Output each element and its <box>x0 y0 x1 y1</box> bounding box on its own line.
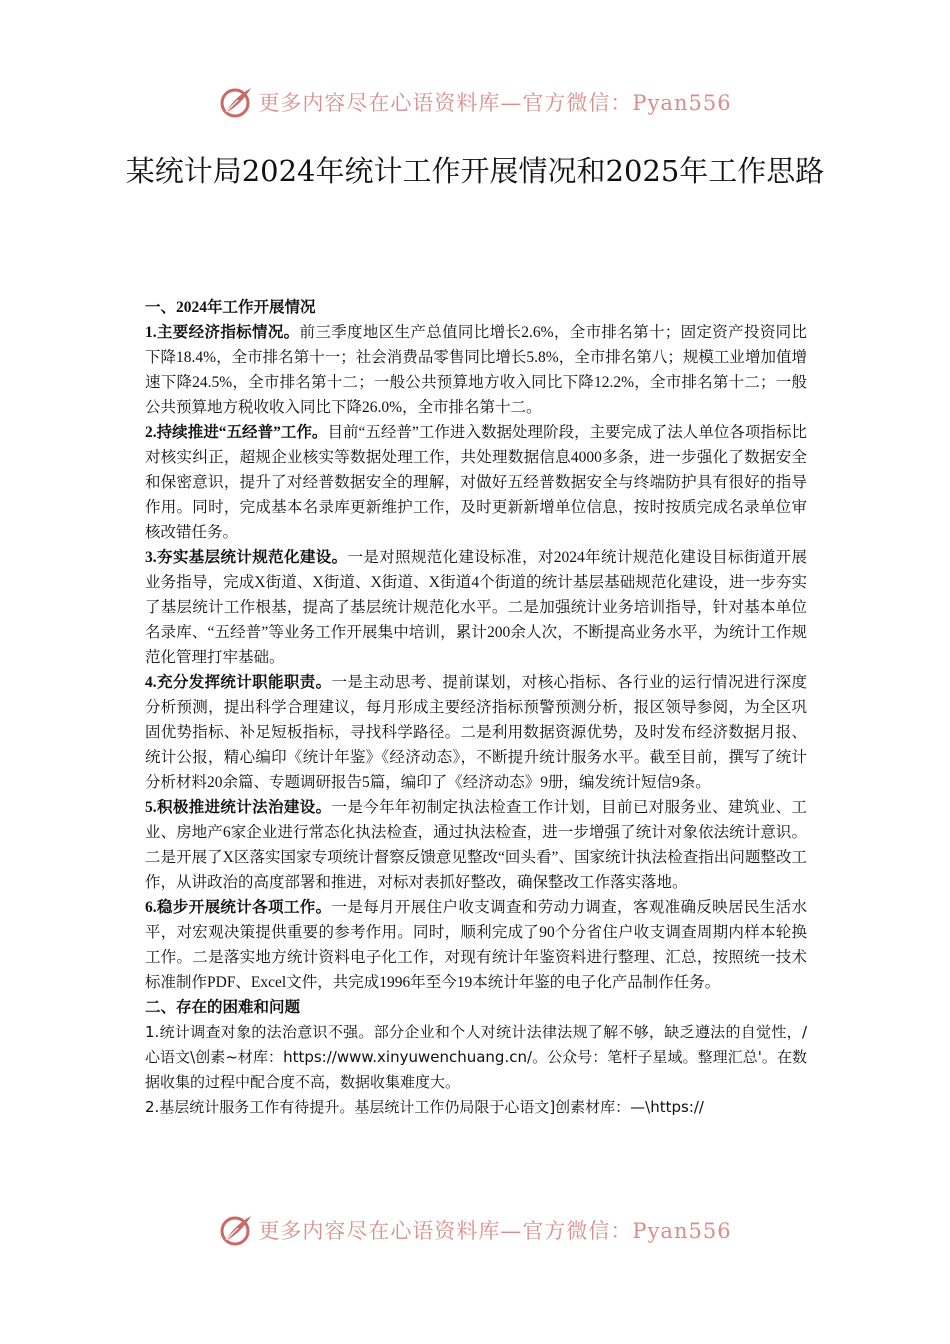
item-3-text: 一是对照规范化建设标准，对2024年统计规范化建设目标街道开展业务指导，完成X街道、X街道、X街道、X街道4个街道的统计基层基础规范化建设，进一步夯实了基层统计工作根基，提高了基层统计规范化水平。二是加强统计业务培训指导，针对基本单位名录库、“五经普”等业务工作开展集中培训，累计200余人次，不断提高业务水平，为统计工作规范化管理打牢基础。 <box>145 549 807 666</box>
item-3-lead: 3.夯实基层统计规范化建设。 <box>145 549 348 566</box>
section-1-heading: 一、2024年工作开展情况 <box>145 299 316 316</box>
feather-pen-logo-icon <box>218 1212 254 1248</box>
item-4-lead: 4.充分发挥统计职能职责。 <box>145 674 332 691</box>
document-body <box>145 295 807 1120</box>
item-4-text: 一是主动思考、提前谋划，对核心指标、各行业的运行情况进行深度分析预测，提出科学合理建议，每月形成主要经济指标预警预测分析，报区领导参阅，为全区巩固优势指标、补足短板指标，寻找科学路径。二是利用数据资源优势，及时发布经济数据月报、统计公报，精心编印《统计年鉴》《经济动态》，不断提升统计服务水平。截至目前，撰写了统计分析材料20余篇、专题调研报告5篇，编印了《经济动态》9册，编发统计短信9条。 <box>145 674 807 791</box>
paragraph-item-5 <box>145 795 807 895</box>
paragraph-item-6 <box>145 895 807 995</box>
problem-paragraph-1: 1.统计调查对象的法治意识不强。部分企业和个人对统计法律法规了解不够，缺乏遵法的自觉性，/心语文\创素~材库：https://www.xinyuwenchuang.cn/。公众号：笔杆子星域。整理汇总'。在数据收集的过程中配合度不高，数据收集难度大。 <box>145 1023 807 1091</box>
paragraph-item-4 <box>145 670 807 795</box>
item-1-lead: 1.主要经济指标情况。 <box>145 324 300 341</box>
item-6-lead: 6.稳步开展统计各项工作。 <box>145 899 332 916</box>
item-2-lead: 2.持续推进“五经普”工作。 <box>145 424 328 441</box>
item-5-lead: 5.积极推进统计法治建设。 <box>145 799 332 816</box>
watermark-text: 更多内容尽在心语资料库—官方微信：Pyan556 <box>258 91 732 115</box>
paragraph-item-3 <box>145 545 807 670</box>
feather-pen-logo-icon <box>218 84 254 120</box>
watermark-text: 更多内容尽在心语资料库—官方微信：Pyan556 <box>258 1219 732 1243</box>
document-title: 某统计局2024年统计工作开展情况和2025年工作思路 <box>125 154 825 188</box>
item-2-text: 目前“五经普”工作进入数据处理阶段，主要完成了法人单位各项指标比对核实纠正，超规企业核实等数据处理工作，共处理数据信息4000多条，进一步强化了数据安全和保密意识，提升了对经普数据安全的理解，对做好五经普数据安全与终端防护具有很好的指导作用。同时，完成基本名录库更新维护工作，及时更新新增单位信息，按时按质完成名录单位审核改错任务。 <box>145 424 807 541</box>
watermark-header <box>0 82 950 122</box>
paragraph-item-1 <box>145 320 807 420</box>
problem-paragraph-2: 2.基层统计服务工作有待提升。基层统计工作仍局限于心语文]创素材库：—\https:// <box>145 1098 704 1116</box>
watermark-footer <box>0 1210 950 1250</box>
item-6-text: 一是每月开展住户收支调查和劳动力调查，客观准确反映居民生活水平，对宏观决策提供重要的参考作用。同时，顺利完成了90个分省住户收支调查周期内样本轮换工作。二是落实地方统计资料电子化工作，对现有统计年鉴资料进行整理、汇总，按照统一技术标准制作PDF、Excel文件，共完成1996年至今19本统计年鉴的电子化产品制作任务。 <box>145 899 807 991</box>
paragraph-item-2 <box>145 420 807 545</box>
item-5-text: 一是今年年初制定执法检查工作计划，目前已对服务业、建筑业、工业、房地产6家企业进行常态化执法检查，通过执法检查，进一步增强了统计对象依法统计意识。二是开展了X区落实国家专项统计督察反馈意见整改“回头看”、国家统计执法检查指出问题整改工作，从讲政治的高度部署和推进，对标对表抓好整改，确保整改工作落实落地。 <box>145 799 807 891</box>
item-1-text: 前三季度地区生产总值同比增长2.6%，全市排名第十；固定资产投资同比下降18.4%，全市排名第十一；社会消费品零售同比增长5.8%，全市排名第八；规模工业增加值增速下降24.5%，全市排名第十二；一般公共预算地方收入同比下降12.2%，全市排名第十二；一般公共预算地方税收收入同比下降26.0%，全市排名第十二。 <box>145 324 807 416</box>
section-2-heading: 二、存在的困难和问题 <box>145 999 301 1016</box>
